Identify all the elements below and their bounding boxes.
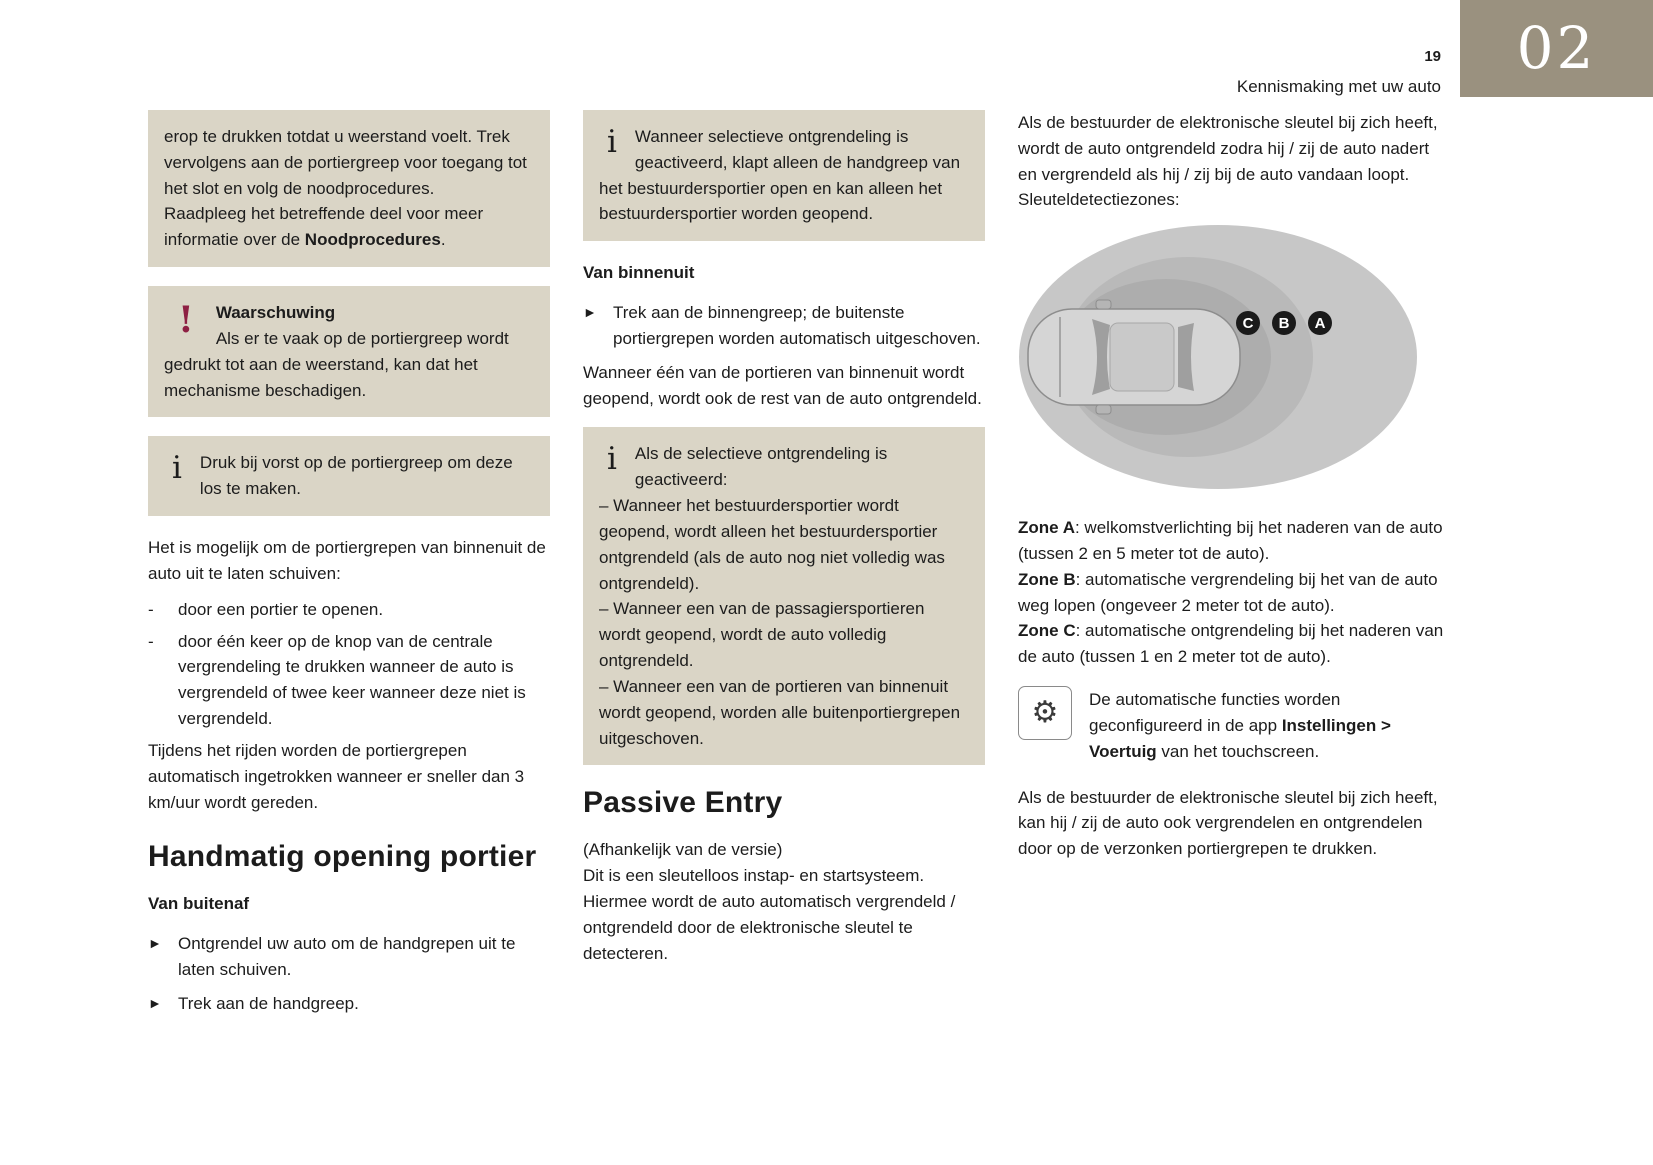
- info-icon: i: [607, 124, 617, 160]
- warning-icon: !: [178, 299, 194, 342]
- info-list-item: – Wanneer een van de portieren van binnenuit wordt geopend, worden alle buitenportiergrepen uitgeschoven.: [599, 676, 961, 748]
- paragraph: Als de bestuurder de elektronische sleutel bij zich heeft, kan hij / zij de auto ook vergrendelen en ontgrendelen door op de verzonken portiergrepen te drukken.: [1018, 787, 1438, 859]
- warning-box: [148, 286, 550, 417]
- note-box-emergency-procedures: [148, 110, 550, 267]
- warning-text: Als er te vaak op de portiergreep wordt gedrukt tot aan de weerstand, kan dat het mechanisme beschadigen.: [164, 328, 509, 400]
- section-heading-manual-door-opening: Handmatig opening portier: [148, 840, 537, 874]
- list-item-text: door een portier te openen.: [178, 599, 384, 619]
- zone-name: Zone C: [1018, 621, 1076, 641]
- instruction-text: Trek aan de binnengreep; de buitenste portiergrepen worden automatisch uitgeschoven.: [613, 303, 981, 348]
- paragraph: Tijdens het rijden worden de portiergrepen automatisch ingetrokken wanneer er sneller dan 3 km/uur wordt gereden.: [148, 740, 525, 812]
- paragraph: Wanneer één van de portieren van binnenuit wordt geopend, wordt ook de rest van de auto ontgrendeld.: [583, 362, 982, 408]
- info-text: Als de selectieve ontgrendeling is geactiveerd:: [634, 444, 888, 490]
- info-text: Druk bij vorst op de portiergreep om deze los te maken.: [199, 453, 513, 499]
- info-icon: i: [172, 450, 182, 487]
- paragraph: Het is mogelijk om de portiergrepen van binnenuit de auto uit te laten schuiven:: [148, 538, 546, 583]
- warning-title: Waarschuwing: [215, 303, 336, 323]
- zone-description: [1018, 618, 1444, 670]
- chapter-title: Kennismaking met uw auto: [1236, 76, 1441, 96]
- paragraph: Als de bestuurder de elektronische sleutel bij zich heeft, wordt de auto ontgrendeld zodra hij / zij de auto nadert en vergrendeld als hij / zij bij de auto vandaan loopt.: [1018, 113, 1438, 184]
- car-top-view: [1028, 300, 1240, 414]
- paragraph: [164, 201, 534, 253]
- column-right: [1018, 110, 1444, 1025]
- arrow-bullet-icon: ►: [148, 994, 162, 1011]
- info-list-item: – Wanneer het bestuurdersportier wordt geopend, wordt alleen het bestuurdersportier ontgrendeld (als de auto nog niet volledig was ontgrendeld).: [599, 496, 945, 593]
- zone-c-label: C: [1242, 315, 1254, 333]
- subheading-from-outside: Van buitenaf: [148, 894, 250, 914]
- dash-bullet-icon: -: [148, 599, 154, 619]
- instruction-step: [148, 991, 550, 1017]
- info-box-selective-unlocking: [583, 110, 985, 241]
- zone-labels: [1236, 311, 1332, 335]
- instruction-text: Ontgrendel uw auto om de handgrepen uit te laten schuiven.: [178, 934, 516, 980]
- paragraph: erop te drukken totdat u weerstand voelt. Trek vervolgens aan de portiergreep voor toegang tot het slot en volg de noodprocedures.: [164, 127, 527, 198]
- info-list-item: – Wanneer een van de passagiersportieren wordt geopend, wordt de auto volledig ontgrendeld.: [599, 599, 925, 671]
- info-text: Wanneer selectieve ontgrendeling is geactiveerd, klapt alleen de handgreep van het bestuurdersportier open en kan alleen het bestuurdersportier worden geopend.: [599, 127, 961, 224]
- list-item: [148, 629, 550, 732]
- zone-name: Zone A: [1018, 518, 1075, 538]
- instruction-text: Trek aan de handgreep.: [178, 993, 359, 1013]
- paragraph: (Afhankelijk van de versie): [583, 840, 783, 860]
- chapter-number: 02: [1516, 14, 1597, 83]
- arrow-bullet-icon: ►: [583, 304, 597, 321]
- paragraph: Sleuteldetectiezones:: [1018, 190, 1180, 210]
- list-item-text: door één keer op de knop van de centrale vergrendeling te drukken wanneer de auto is vergrendeld of twee keer wanneer deze niet is vergrendeld.: [178, 631, 526, 729]
- settings-note: [1018, 686, 1444, 764]
- paragraph: Dit is een sleutelloos instap- en startsysteem. Hiermee wordt de auto automatisch vergrendeld / ontgrendeld door de elektronische sleutel te detecteren.: [583, 866, 956, 963]
- text-run-bold: Noodprocedures: [304, 230, 441, 250]
- instruction-step: [583, 300, 985, 352]
- text-run: van het touchscreen.: [1156, 741, 1320, 761]
- key-detection-zones-figure: [1018, 223, 1444, 499]
- key-detection-zones-diagram: [1018, 223, 1444, 491]
- dash-bullet-icon: -: [148, 631, 154, 651]
- zone-b-label: B: [1278, 315, 1290, 333]
- chapter-tab: [1460, 0, 1653, 97]
- info-icon: i: [607, 441, 617, 478]
- zone-description: [1018, 515, 1444, 567]
- text-run: .: [440, 230, 446, 250]
- page-number: 19: [1424, 48, 1441, 65]
- content-columns: [148, 110, 1444, 1025]
- gear-icon: ⚙: [1018, 686, 1072, 740]
- section-heading-passive-entry: Passive Entry: [583, 786, 783, 820]
- column-middle: [583, 110, 985, 1025]
- zone-text: : automatische vergrendeling bij het van de auto weg lopen (ongeveer 2 meter tot de auto).: [1018, 569, 1438, 615]
- zone-name: Zone B: [1018, 569, 1076, 589]
- info-box-selective-unlock-details: [583, 427, 985, 765]
- arrow-bullet-icon: ►: [148, 935, 162, 952]
- zone-descriptions: [1018, 515, 1444, 670]
- list-item: [148, 597, 550, 623]
- info-box-frost: [148, 436, 550, 516]
- page-meta: [1237, 46, 1441, 100]
- zone-text: : automatische ontgrendeling bij het naderen van de auto (tussen 1 en 2 meter tot de auto).: [1018, 621, 1444, 667]
- zone-description: [1018, 567, 1444, 619]
- zone-text: : welkomstverlichting bij het naderen van de auto (tussen 2 en 5 meter tot de auto).: [1018, 518, 1443, 563]
- instruction-step: [148, 931, 550, 983]
- zone-a-label: A: [1314, 315, 1326, 333]
- text-run: Raadpleeg het betreffende deel voor meer informatie over de: [164, 204, 484, 250]
- text-run: De automatische functies worden geconfigureerd in de app: [1089, 690, 1341, 735]
- text-run-bold: Instellingen > Voertuig: [1089, 715, 1391, 761]
- column-left: [148, 110, 550, 1025]
- subheading-from-inside: Van binnenuit: [583, 263, 695, 283]
- settings-note-text: [1089, 686, 1444, 764]
